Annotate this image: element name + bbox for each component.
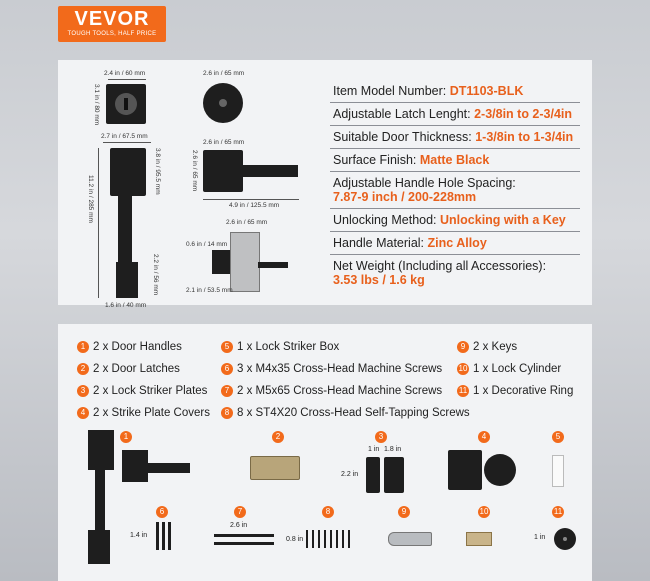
p6-dim: 1.4 in [130, 532, 148, 539]
p8-dim: 0.8 in [286, 536, 304, 543]
dim-bottom-width: 1.6 in / 40 mm [105, 302, 147, 309]
badge-6: 6 [156, 506, 168, 518]
part-item-6: 6 3 x M4x35 Cross-Head Machine Screws [221, 363, 442, 375]
screw-7b [214, 542, 274, 545]
strike-cover-square-image [448, 450, 482, 490]
badge-11: 11 [553, 507, 563, 516]
latch-face [212, 250, 230, 274]
spec-door-thickness: Suitable Door Thickness: 1-3/8in to 1-3/4in [330, 126, 580, 149]
part-item-8: 8 8 x ST4X20 Cross-Head Self-Tapping Screws [221, 407, 470, 419]
screw-8-8 [348, 530, 350, 548]
handle-base-image [88, 530, 110, 564]
part-item-3: 3 2 x Lock Striker Plates [77, 385, 207, 397]
strike-cover-round-image [484, 454, 516, 486]
spec-model: Item Model Number: DT1103-BLK [330, 80, 580, 103]
screw-8-6 [336, 530, 338, 548]
spec-latch-length: Adjustable Latch Lenght: 2-3/8in to 2-3/4in [330, 103, 580, 126]
spec-finish: Surface Finish: Matte Black [330, 149, 580, 172]
badge-5: 5 [552, 431, 564, 443]
dim-latch-width: 2.6 in / 65 mm [226, 219, 268, 226]
p3-dim-h: 2.2 in [341, 471, 359, 478]
spec-weight: Net Weight (Including all Accessories): 3.53 lbs / 1.6 kg [333, 259, 547, 287]
screw-8-3 [318, 530, 320, 548]
latch-body [230, 232, 260, 292]
part-item-11: 11 1 x Decorative Ring [458, 385, 574, 397]
badge-8: 8 [322, 506, 334, 518]
dim-deadbolt-height: 3.1 in / 80 mm [93, 84, 100, 126]
badge-7: 7 [234, 506, 246, 518]
badge-2: 2 [272, 431, 284, 443]
spec-list [330, 80, 580, 291]
p7-dim: 2.6 in [230, 522, 248, 529]
dim-lever-height: 2.6 in / 65 mm [191, 150, 198, 192]
screw-8-5 [330, 530, 332, 548]
p11-dim: 1 in [534, 534, 546, 541]
screw-8-2 [312, 530, 314, 548]
part-item-7: 7 2 x M5x65 Cross-Head Machine Screws [221, 385, 442, 397]
part-item-1: 1 2 x Door Handles [77, 341, 182, 353]
badge-3: 3 [375, 431, 387, 443]
handle-grip [118, 196, 132, 266]
latch-bolt [258, 262, 288, 268]
dim-backset: 2.1 in / 53.5 mm [186, 287, 233, 294]
screw-6a [156, 522, 159, 550]
brand-tagline: TOUGH TOOLS, HALF PRICE [67, 31, 157, 37]
lever-arm [230, 165, 298, 177]
dim-handle-height: 11.2 in / 285 mm [87, 175, 94, 223]
part-item-2: 2 2 x Door Latches [77, 363, 180, 375]
screw-8-7 [342, 530, 344, 548]
part-item-5: 5 1 x Lock Striker Box [221, 341, 339, 353]
handle-bottom-plate [116, 262, 138, 298]
dim-deadbolt-width: 2.4 in / 60 mm [104, 70, 146, 77]
lever-arm-image [140, 463, 190, 473]
dim-rose-width: 2.6 in / 65 mm [203, 70, 245, 77]
ring-hole-icon [563, 537, 567, 541]
spec-hole-spacing: Adjustable Handle Hole Spacing: 7.87-9 inch / 200-228mm [330, 172, 580, 209]
key-icon [388, 532, 432, 546]
screw-8-4 [324, 530, 326, 548]
striker-box-image [552, 455, 564, 487]
badge-10: 10 [479, 507, 489, 516]
vevor-logo [58, 6, 166, 42]
spec-unlocking: Unlocking Method: Unlocking with a Key [330, 209, 580, 232]
dim-lever-rose-width: 2.6 in / 65 mm [203, 139, 245, 146]
screw-8-1 [306, 530, 308, 548]
p3-dim-w1: 1 in [368, 446, 380, 453]
striker-plate-large-image [384, 457, 404, 493]
spec-material: Handle Material: Zinc Alloy [330, 232, 580, 255]
thumbturn-icon [219, 99, 227, 107]
dim-handle-plate-width: 2.7 in / 67.5 mm [101, 133, 148, 140]
p3-dim-w2: 1.8 in [384, 446, 402, 453]
striker-plate-small-image [366, 457, 380, 493]
dim-plate-height: 3.8 in / 95.5 mm [154, 148, 161, 195]
lock-cylinder-image [466, 532, 492, 546]
dim-lever-length: 4.9 in / 125.5 mm [229, 202, 280, 209]
handle-top-plate [110, 148, 146, 196]
screw-6b [162, 522, 165, 550]
badge-9: 9 [398, 506, 410, 518]
part-item-9: 9 2 x Keys [457, 341, 517, 353]
handle-plate-image [88, 430, 114, 470]
badge-1: 1 [120, 431, 132, 443]
badge-4: 4 [478, 431, 490, 443]
latch-image [250, 456, 300, 480]
screw-7a [214, 534, 274, 537]
brand-name: VEVOR [74, 8, 150, 30]
screw-6c [168, 522, 171, 550]
part-item-10: 10 1 x Lock Cylinder [458, 363, 562, 375]
handle-grip-image [95, 470, 105, 530]
dim-latch-face: 0.6 in / 14 mm [186, 241, 228, 248]
dim-bottom-height: 2.2 in / 56 mm [152, 254, 159, 296]
part-item-4: 4 2 x Strike Plate Covers [77, 407, 210, 419]
keyhole-icon [124, 98, 128, 110]
